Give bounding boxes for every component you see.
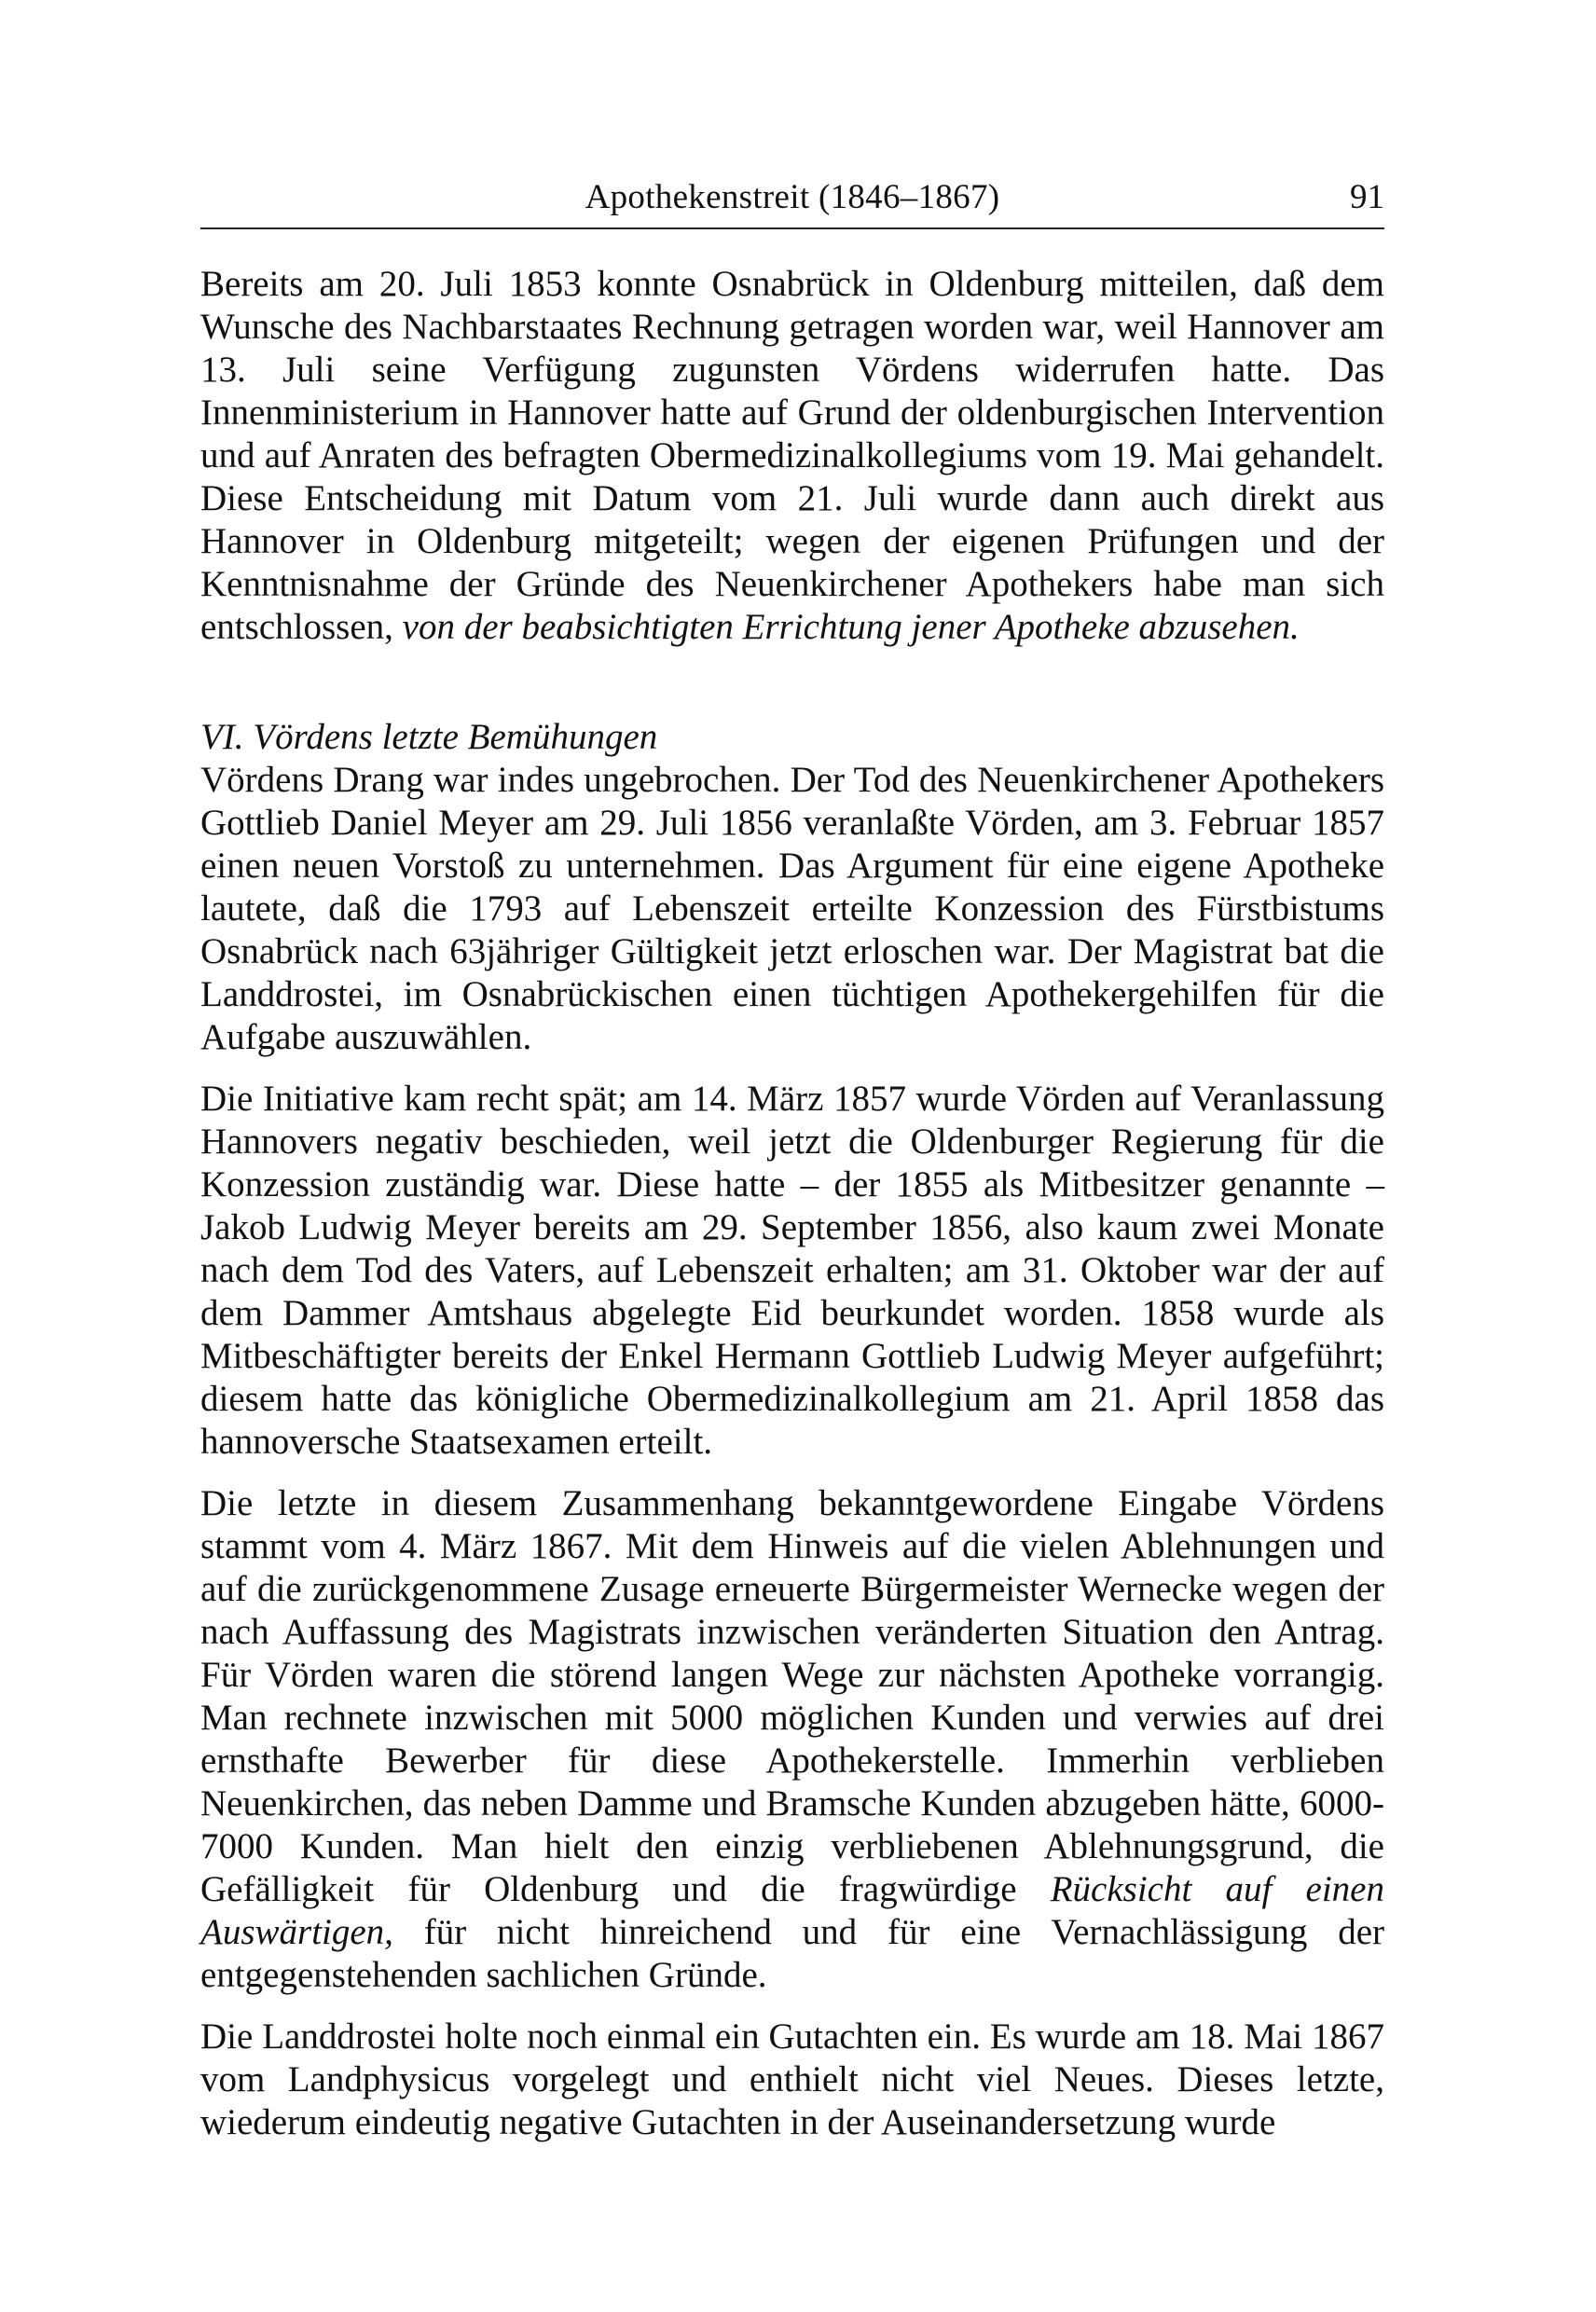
paragraph-1 — [200, 263, 1384, 649]
page-body — [200, 263, 1384, 2144]
section-heading: VI. Vördens letzte Bemühungen — [200, 717, 658, 757]
paragraph-1-quote: von der beabsichtigten Errichtung jener Apotheke abzusehen. — [402, 607, 1300, 647]
paragraph-1-text: Bereits am 20. Juli 1853 konnte Osnabrück in Oldenburg mitteilen, daß dem Wunsche des Nachbarstaates Rechnung getragen worden war, weil Hannover am 13. Juli seine Verfügung zugunsten Vördens widerrufen hatte. Das Innenministerium in Hannover hatte auf Grund der oldenburgischen Intervention und auf Anraten des befragten Obermedizinalkollegiums vom 19. Mai gehandelt. Diese Entscheidung mit Datum vom 21. Juli wurde dann auch direkt aus Hannover in Oldenburg mitgeteilt; wegen der eigenen Prüfungen und der Kenntnisnahme der Gründe des Neuenkirchener Apothekers habe man sich entschlossen, — [200, 264, 1384, 647]
paragraph-4-quote: Rücksicht auf einen Auswärtigen, — [200, 1869, 1384, 1952]
running-title: Apothekenstreit (1846–1867) — [585, 178, 1000, 216]
paragraph-4-text-b: für nicht hinreichend und für eine Vernachlässigung der entgegenstehenden sachlichen Gründe. — [200, 1912, 1385, 1995]
paragraph-5: Die Landdrostei holte noch einmal ein Gutachten ein. Es wurde am 18. Mai 1867 vom Landphysicus vorgelegt und enthielt nicht viel Neues. Dieses letzte, wiederum eindeutig negative Gutachten in der Auseinandersetzung wurde — [200, 2016, 1384, 2142]
page-number: 91 — [1350, 178, 1384, 216]
page-header — [200, 177, 1384, 229]
paragraph-4 — [200, 1482, 1384, 1997]
paragraph-3: Die Initiative kam recht spät; am 14. März 1857 wurde Vörden auf Veranlassung Hannovers negativ beschieden, weil jetzt die Oldenburger Regierung für die Konzession zuständig war. Diese hatte – der 1855 als Mitbesitzer genannte – Jakob Ludwig Meyer bereits am 29. September 1856, also kaum zwei Monate nach dem Tod des Vaters, auf Lebenszeit erhalten; am 31. Oktober war der auf dem Dammer Amtshaus abgelegte Eid beurkundet worden. 1858 wurde als Mitbeschäftigter bereits der Enkel Hermann Gottlieb Ludwig Meyer aufgeführt; diesem hatte das königliche Obermedizinalkollegium am 21. April 1858 das hannoversche Staatsexamen erteilt. — [200, 1079, 1384, 1462]
paragraph-4-text-a: Die letzte in diesem Zusammenhang bekanntgewordene Eingabe Vördens stammt vom 4. März 1867. Mit dem Hinweis auf die vielen Ablehnungen und auf die zurückgenommene Zusage erneuerte Bürgermeister Wernecke wegen der nach Auffassung des Magistrats inzwischen veränderten Situation den Antrag. Für Vörden waren die störend langen Wege zur nächsten Apotheke vorrangig. Man rechnete inzwischen mit 5000 möglichen Kunden und verwies auf drei ernsthafte Bewerber für diese Apothekerstelle. Immerhin verblieben Neuenkirchen, das neben Damme und Bramsche Kunden abzugeben hätte, 6000-7000 Kunden. Man hielt den einzig verbliebenen Ablehnungsgrund, die Gefälligkeit für Oldenburg und die fragwürdige — [200, 1483, 1384, 1909]
paragraph-2: Vördens Drang war indes ungebrochen. Der Tod des Neuenkirchener Apothekers Gottlieb Daniel Meyer am 29. Juli 1856 veranlaßte Vörden, am 3. Februar 1857 einen neuen Vorstoß zu unternehmen. Das Argument für eine eigene Apotheke lautete, daß die 1793 auf Lebenszeit erteilte Konzession des Fürstbistums Osnabrück nach 63jähriger Gültigkeit jetzt erloschen war. Der Magistrat bat die Landdrostei, im Osnabrückischen einen tüchtigen Apothekergehilfen für die Aufgabe auszuwählen. — [200, 760, 1384, 1057]
